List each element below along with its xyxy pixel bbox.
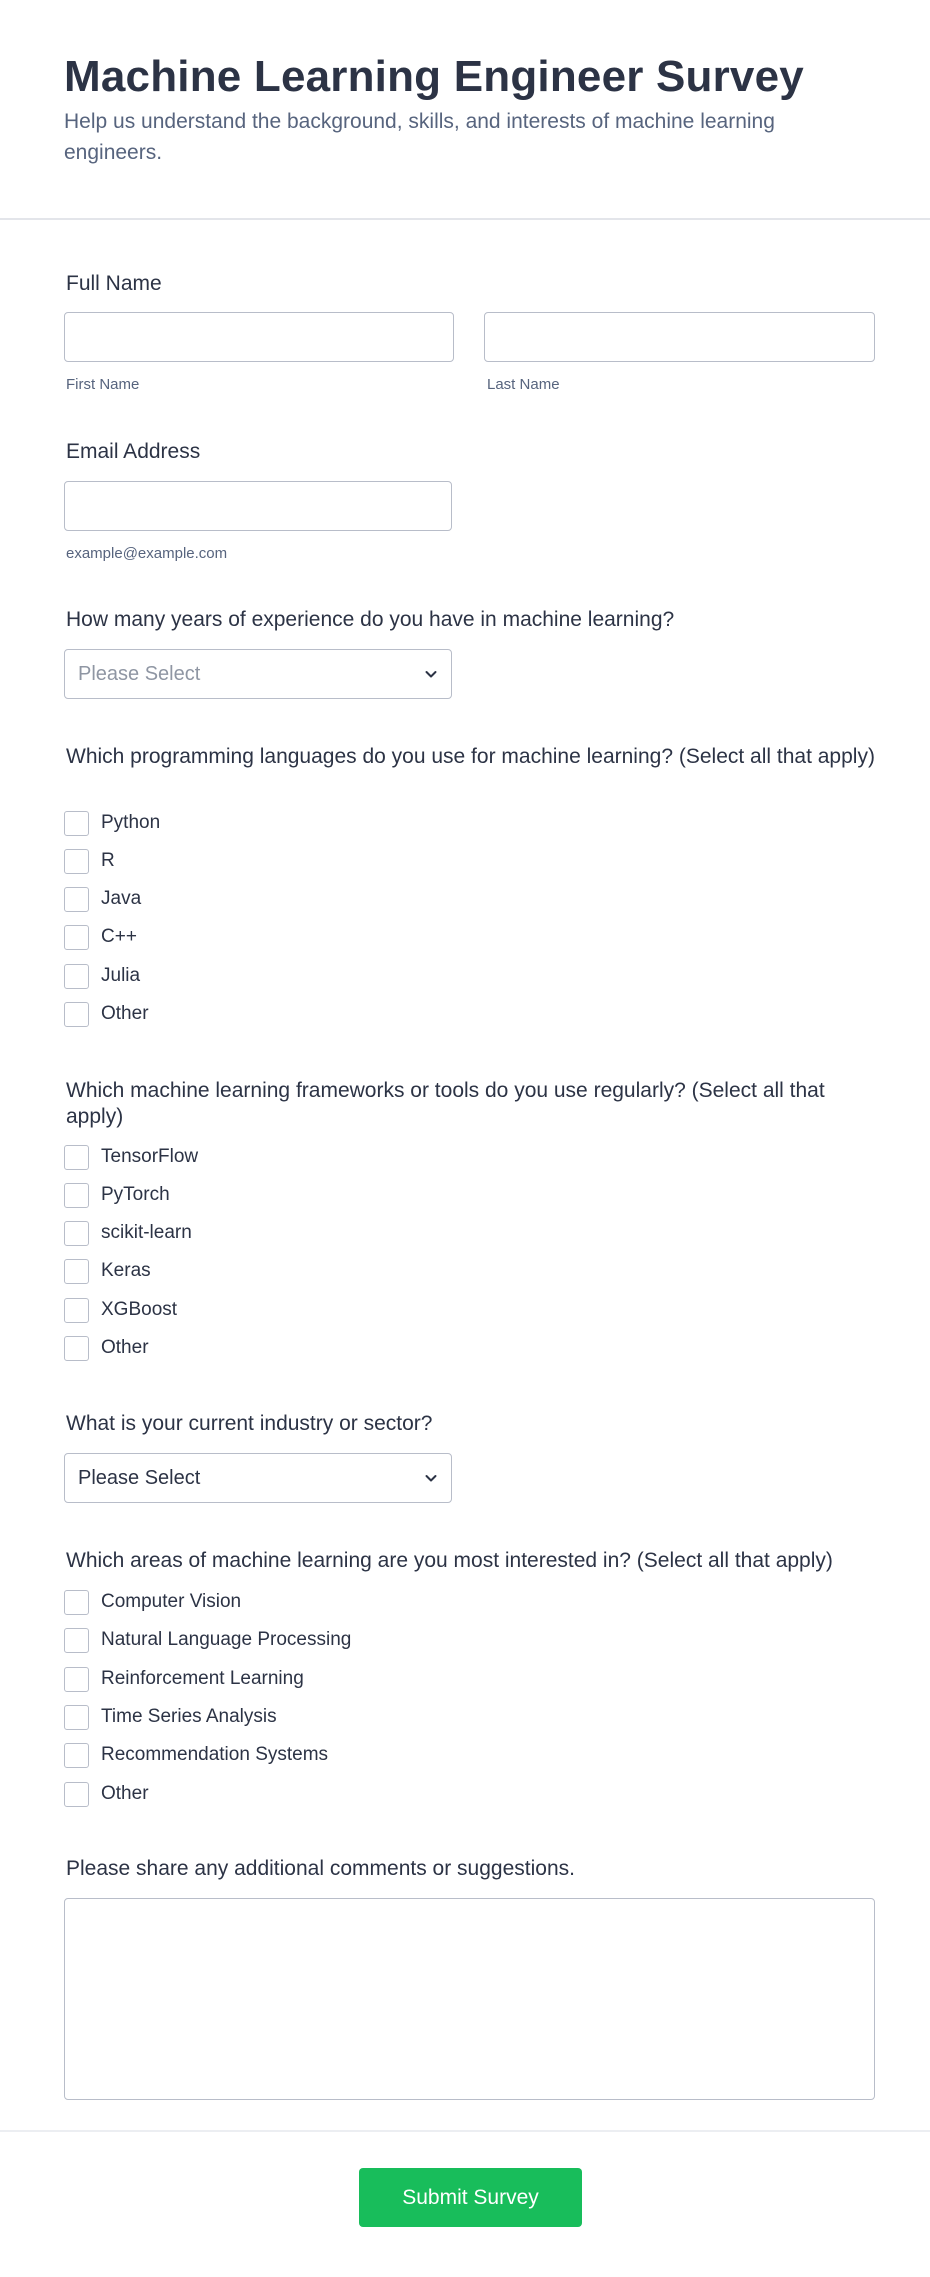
industry-select[interactable] xyxy=(64,1453,452,1503)
option-label: Keras xyxy=(101,1260,151,1281)
chevron-down-icon xyxy=(423,666,439,682)
frameworks-label: Which machine learning frameworks or tools do you use regularly? (Select all that apply) xyxy=(66,1079,825,1128)
comments-label: Please share any additional comments or suggestions. xyxy=(66,1857,575,1880)
comments-textarea[interactable] xyxy=(64,1898,875,2100)
option-label: Other xyxy=(101,1003,149,1024)
option-label: Computer Vision xyxy=(101,1591,242,1612)
option-label: Other xyxy=(101,1337,149,1358)
option-label: Java xyxy=(101,888,142,909)
checkbox[interactable] xyxy=(64,849,89,874)
option-label: R xyxy=(101,850,115,871)
submit-button[interactable]: Submit Survey xyxy=(359,2168,582,2227)
option-label: scikit-learn xyxy=(101,1222,192,1243)
option-label: Julia xyxy=(101,965,141,986)
full-name-label: Full Name xyxy=(66,272,162,295)
option-label: C++ xyxy=(101,926,137,947)
checkbox[interactable] xyxy=(64,1259,89,1284)
chevron-down-icon xyxy=(423,1470,439,1486)
checkbox[interactable] xyxy=(64,811,89,836)
checkbox[interactable] xyxy=(64,887,89,912)
option-label: PyTorch xyxy=(101,1184,170,1205)
checkbox[interactable] xyxy=(64,1298,89,1323)
option-label: Time Series Analysis xyxy=(101,1706,277,1727)
experience-select-value: Please Select xyxy=(78,663,201,685)
last-name-input[interactable] xyxy=(484,312,875,362)
checkbox[interactable] xyxy=(64,1336,89,1361)
option-label: Recommendation Systems xyxy=(101,1744,329,1765)
option-label: Other xyxy=(101,1783,149,1804)
checkbox[interactable] xyxy=(64,925,89,950)
checkbox[interactable] xyxy=(64,1628,89,1653)
checkbox[interactable] xyxy=(64,1782,89,1807)
option-label: Natural Language Processing xyxy=(101,1629,352,1650)
first-name-sublabel: First Name xyxy=(66,376,140,393)
checkbox[interactable] xyxy=(64,1743,89,1768)
option-label: XGBoost xyxy=(101,1299,178,1320)
interests-label: Which areas of machine learning are you most interested in? (Select all that apply) xyxy=(66,1549,833,1572)
checkbox[interactable] xyxy=(64,1002,89,1027)
checkbox[interactable] xyxy=(64,1183,89,1208)
checkbox[interactable] xyxy=(64,964,89,989)
checkbox[interactable] xyxy=(64,1705,89,1730)
option-label: Reinforcement Learning xyxy=(101,1668,304,1689)
form-title: Machine Learning Engineer Survey xyxy=(64,52,804,101)
checkbox[interactable] xyxy=(64,1145,89,1170)
first-name-input[interactable] xyxy=(64,312,454,362)
checkbox[interactable] xyxy=(64,1221,89,1246)
industry-label: What is your current industry or sector? xyxy=(66,1412,433,1435)
email-input[interactable] xyxy=(64,481,452,531)
form-header xyxy=(0,0,930,220)
option-label: Python xyxy=(101,812,161,833)
checkbox[interactable] xyxy=(64,1590,89,1615)
experience-select[interactable] xyxy=(64,649,452,699)
checkbox[interactable] xyxy=(64,1667,89,1692)
languages-label: Which programming languages do you use for machine learning? (Select all that apply) xyxy=(66,745,875,768)
last-name-sublabel: Last Name xyxy=(487,376,560,393)
option-label: TensorFlow xyxy=(101,1146,199,1167)
experience-label: How many years of experience do you have in machine learning? xyxy=(66,608,675,631)
industry-select-value: Please Select xyxy=(78,1467,201,1489)
form-subtitle: Help us understand the background, skills, and interests of machine learning engineers. xyxy=(64,110,775,164)
email-label: Email Address xyxy=(66,440,201,463)
email-sublabel: example@example.com xyxy=(66,545,228,562)
